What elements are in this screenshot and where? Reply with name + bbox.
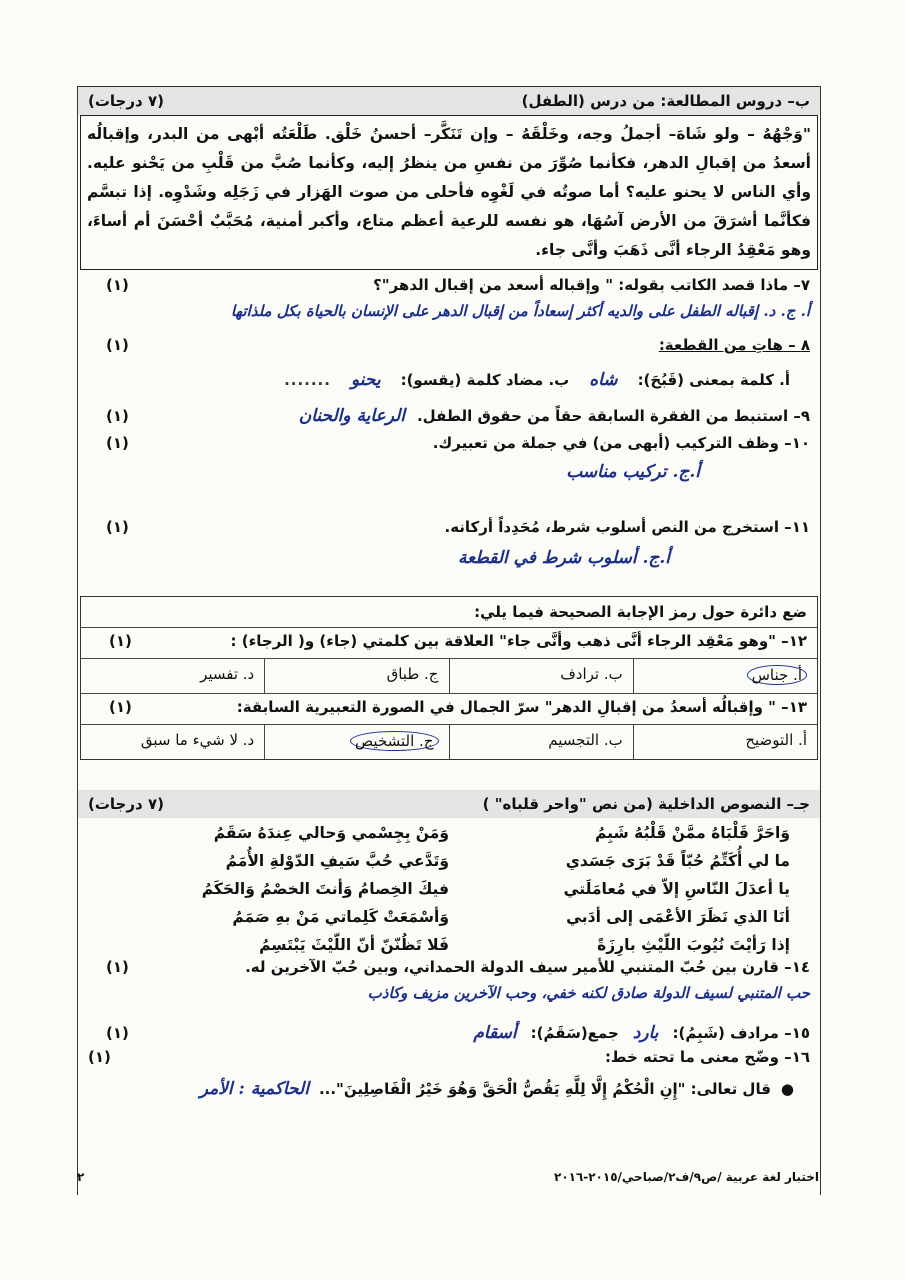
question-7-answer: أ. ج. د. إقباله الطفل على والديه أكثر إسعاداً من إقبال الدهر على الإنسان بالحياة بكل ملذاتها	[230, 302, 810, 320]
question-7-score: (١)	[106, 276, 129, 294]
option-label: أ. التوضيح	[745, 731, 807, 749]
question-10-answer: أ.ج. تركيب مناسب	[566, 462, 700, 482]
question-13-text: ١٣– " وإقبالُه أسعدُ من إقبالِ الدهر" سرّ الجمال في الصورة التعبيرية السابقة:	[236, 698, 807, 716]
question-8-score: (١)	[106, 336, 129, 354]
question-8-dots: .......	[284, 371, 331, 389]
question-15-score: (١)	[106, 1024, 129, 1042]
question-14-answer-line	[78, 984, 820, 1018]
poem-verses	[78, 818, 820, 958]
verse-2-first: ما لي أُكَتِّمُ حُبّاً قَدْ بَرَى جَسَدي	[565, 852, 790, 870]
question-10-text: ١٠– وظف التركيب (أبهى من) في جملة من تعبيرك.	[432, 434, 810, 452]
page-footer	[77, 1170, 819, 1184]
section-b-marks: (٧ درجات)	[88, 92, 164, 110]
verse-1-second: وَمَنْ بِجِسْمي وَحالي عِندَهُ سَقَمُ	[213, 824, 449, 842]
question-8-parts	[78, 362, 820, 398]
question-15-text-plural: جمع(سَقَمُ):	[530, 1024, 619, 1042]
question-13-option-c[interactable]	[264, 725, 448, 759]
question-16-text: ١٦– وضّح معنى ما تحته خط:	[604, 1048, 810, 1066]
question-15	[78, 1018, 820, 1048]
question-13-option-b[interactable]	[449, 725, 633, 759]
section-c-header	[78, 790, 820, 818]
question-12	[81, 628, 817, 659]
question-12-options	[81, 659, 817, 694]
question-9-answer: الرعاية والحنان	[298, 406, 405, 426]
verse-4-second: وَأسْمَعَتْ كَلِماتي مَنْ بهِ صَمَمُ	[232, 908, 449, 926]
verse-5-second: فَلا تَظُنّنّ أنّ اللّيْثَ يَبْتَسِمُ	[259, 936, 449, 954]
question-12-option-a[interactable]	[633, 659, 817, 693]
question-13-option-a[interactable]	[633, 725, 817, 759]
question-12-score: (١)	[109, 632, 132, 650]
question-13-score: (١)	[109, 698, 132, 716]
question-9-text: ٩– استنبط من الفقرة السابقة حقاً من حقوق الطفل.	[416, 407, 810, 425]
question-7-text: ٧– ماذا قصد الكاتب بقوله: " وإقباله أسعد من إقبال الدهر"؟	[373, 276, 810, 294]
question-7-answer-line	[78, 302, 820, 336]
section-b-title: ب– دروس المطالعة: من درس (الطفل)	[521, 92, 810, 110]
mcq-instructions: ضع دائرة حول رمز الإجابة الصحيحة فيما يلي:	[81, 597, 817, 628]
verse-3-first: يا أعدَلَ النّاسِ إلاّ في مُعامَلَتي	[563, 880, 790, 898]
question-16-quote: قال تعالى: "إِنِ الْحُكْمُ إِلَّا لِلَّهِ يَقُصُّ الْحَقَّ وَهُوَ خَيْرُ الْفَاصِلِينَ"...	[318, 1080, 771, 1098]
exam-page	[77, 86, 821, 1195]
question-14-text: ١٤– قارن بين حُبّ المتنبي للأمير سيف الدولة الحمداني، وبين حُبّ الآخرين له.	[245, 958, 810, 976]
question-8-text: ٨ – هاتِ من القطعة:	[658, 336, 810, 354]
question-11-score: (١)	[106, 518, 129, 536]
question-11-text: ١١– استخرج من النص أسلوب شرط، مُحَدِداً أركانه.	[444, 518, 810, 536]
question-15-answer-synonym: بارد	[632, 1023, 659, 1043]
verse-1-first: وَاحَرَّ قَلْبَاهُ ممَّنْ قَلْبُهُ شَبِمُ	[595, 824, 790, 842]
question-16	[78, 1048, 820, 1074]
section-b-header	[78, 87, 820, 115]
question-12-option-b[interactable]	[449, 659, 633, 693]
question-11	[78, 518, 820, 548]
option-label: ج. التشخيص	[350, 731, 438, 751]
option-label: د. تفسير	[200, 665, 255, 683]
question-9	[78, 398, 820, 434]
bullet-icon: ●	[780, 1080, 794, 1098]
option-label: ب. ترادف	[560, 665, 623, 683]
option-label: ب. التجسيم	[548, 731, 623, 749]
page-number: ٢	[77, 1170, 85, 1184]
question-12-option-c[interactable]	[264, 659, 448, 693]
section-c-marks: (٧ درجات)	[88, 795, 164, 813]
question-8a-answer: شاه	[589, 370, 618, 390]
question-8b-answer: يحنو	[350, 370, 381, 390]
question-16-answer: الحاكمية : الأمر	[199, 1079, 309, 1099]
question-14-score: (١)	[106, 958, 129, 976]
question-10	[78, 434, 820, 462]
question-7	[78, 276, 820, 302]
option-label: ج. طباق	[386, 665, 439, 683]
verse-5-first: إذا رَأيْتَ نُيُوبَ اللّيْثِ بارِزَةً	[597, 936, 790, 954]
option-label: أ. جناس	[747, 665, 807, 685]
verse-3-second: فيكَ الخِصامُ وَأنتَ الخصْمُ وَالحَكَمُ	[201, 880, 449, 898]
footer-exam-info: اختبار لغة عربية /ص٩/ف٢/صباحي/٢٠١٥-٢٠١٦	[553, 1170, 819, 1184]
question-16-item	[78, 1074, 820, 1104]
question-9-score: (١)	[106, 407, 129, 425]
question-8a-label: أ. كلمة بمعنى (قَبُحَ):	[637, 371, 790, 389]
question-8b-label: ب. مضاد كلمة (يقسو):	[400, 371, 570, 389]
question-14	[78, 958, 820, 984]
question-14-answer: حب المتنبي لسيف الدولة صادق لكنه خفي، وحب الآخرين مزيف وكاذب	[367, 984, 810, 1002]
question-16-score: (١)	[88, 1048, 111, 1066]
verse-4-first: أنَا الذي نَظَرَ الأعْمَى إلى أدَبي	[566, 908, 790, 926]
question-11-answer: أ.ج. أسلوب شرط في القطعة	[458, 548, 670, 568]
question-15-answer-plural: أسقام	[473, 1023, 517, 1043]
question-13-option-d[interactable]	[81, 725, 264, 759]
question-12-option-d[interactable]	[81, 659, 264, 693]
question-10-answer-line	[78, 462, 820, 518]
section-c-title: جـ– النصوص الداخلية (من نص "واحر قلباه" )	[482, 795, 810, 813]
verse-2-second: وَتَدَّعي حُبَّ سَيفِ الدّوْلةِ الأُمَمُ	[225, 852, 449, 870]
question-13	[81, 694, 817, 725]
question-15-text: ١٥– مرادف (شَبِمُ):	[672, 1024, 810, 1042]
question-10-score: (١)	[106, 434, 129, 452]
question-8	[78, 336, 820, 362]
question-11-answer-line	[78, 548, 820, 584]
question-13-options	[81, 725, 817, 759]
reading-passage: "وَجْهُهُ – ولو شَاهَ– أجملُ وجه، وخَلْقَهُ – وإن تَنَكَّر– أحسنُ خَلْق. طَلْعَتُه أبْهى من البدر، وإقبالُه أسعدُ من إقبالِ الدهر، فكأنما صُوِّرَ من نفسِ من ينظرُ إليه، وكأنما صُبَّ من قَلْبِ من يَحْنو عليه. وأي الناس لا يحنو عليه؟ أما صوتُه في لَغْوِه فأحلى من صوت الهَزار في زَجَلِه وشَدْوِه. إذا تبسَّم فكأنَّما أشرَقَ من الأرض آسُهَا، هو نفسه للرعية أعظم متاع، وأكبر أمنية، مُحَبَّبٌ أحْسَنَ أم أساءَ، وهو مَعْقِدُ الرجاء أنَّى ذَهَبَ وأنَّى جاء.	[80, 115, 818, 270]
question-12-text: ١٢– "وهو مَعْقِد الرجاء أنَّى ذهب وأنَّى جاء" العلاقة بين كلمتي (جاء) و( الرجاء) :	[230, 632, 807, 650]
option-label: د. لا شيء ما سبق	[140, 731, 255, 749]
multiple-choice-box	[80, 596, 818, 760]
